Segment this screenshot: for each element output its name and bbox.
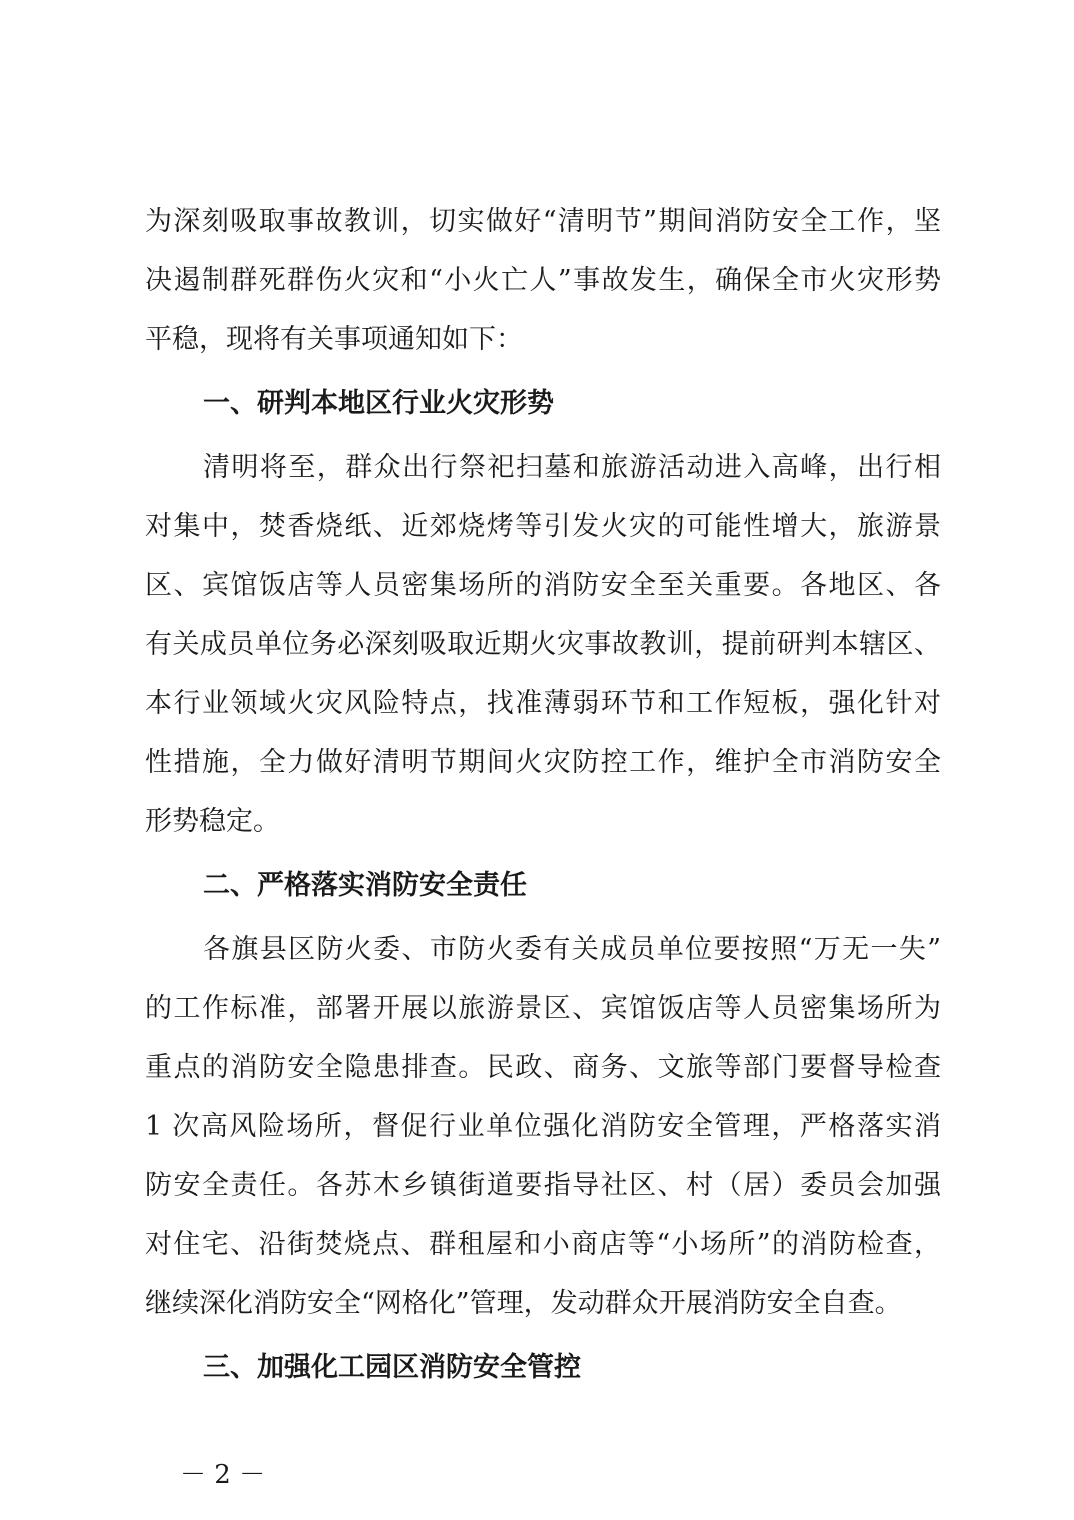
section-heading-1: 一、研判本地区行业火灾形势 [203, 388, 554, 419]
paragraph-line: 决遏制群死群伤火灾和“小火亡人”事故发生，确保全市火灾形势 [145, 265, 941, 296]
section-heading-2: 二、严格落实消防安全责任 [203, 870, 527, 901]
paragraph-line: 继续深化消防安全“网格化”管理，发动群众开展消防安全自查。 [145, 1288, 902, 1319]
paragraph-line: 性措施，全力做好清明节期间火灾防控工作，维护全市消防安全 [145, 747, 941, 778]
paragraph-line: 本行业领域火灾风险特点，找准薄弱环节和工作短板，强化针对 [145, 688, 941, 719]
paragraph-line: 区、宾馆饭店等人员密集场所的消防安全至关重要。各地区、各 [145, 570, 941, 601]
paragraph-line: 的工作标准，部署开展以旅游景区、宾馆饭店等人员密集场所为 [145, 993, 941, 1024]
paragraph-line: 有关成员单位务必深刻吸取近期火灾事故教训，提前研判本辖区、 [145, 629, 941, 660]
section-2-paragraph [145, 920, 941, 1333]
section-heading-3: 三、加强化工园区消防安全管控 [203, 1352, 581, 1383]
paragraph-line: 防安全责任。各苏木乡镇街道要指导社区、村（居）委员会加强 [145, 1170, 941, 1201]
paragraph-line: 1 次高风险场所，督促行业单位强化消防安全管理，严格落实消 [145, 1111, 941, 1142]
paragraph-line: 为深刻吸取事故教训，切实做好“清明节”期间消防安全工作，坚 [145, 206, 941, 237]
document-body [145, 192, 941, 1402]
paragraph-line: 对集中，焚香烧纸、近郊烧烤等引发火灾的可能性增大，旅游景 [145, 511, 941, 542]
paragraph-line: 重点的消防安全隐患排查。民政、商务、文旅等部门要督导检查 [145, 1052, 941, 1083]
intro-paragraph [145, 192, 941, 369]
page-number: － 2 － [180, 1460, 266, 1490]
paragraph-line: 对住宅、沿街焚烧点、群租屋和小商店等“小场所”的消防检查， [145, 1229, 941, 1260]
paragraph-line: 形势稳定。 [145, 806, 280, 837]
paragraph-line: 清明将至，群众出行祭祀扫墓和旅游活动进入高峰，出行相 [203, 452, 941, 483]
section-1-paragraph [145, 438, 941, 851]
paragraph-line: 各旗县区防火委、市防火委有关成员单位要按照“万无一失” [203, 934, 941, 965]
paragraph-line: 平稳，现将有关事项通知如下： [145, 324, 523, 355]
